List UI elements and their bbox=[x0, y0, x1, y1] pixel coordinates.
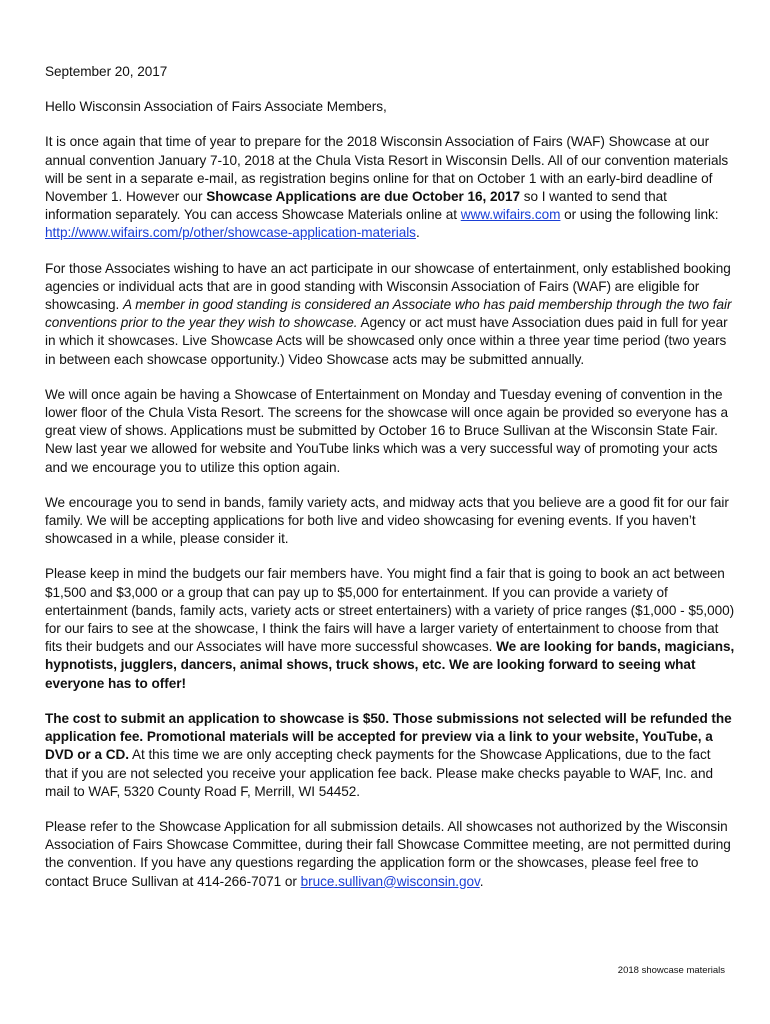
paragraph-eligibility-text-a: For those Associates wishing to have an act participate in our showcase of entertainment, only established booking agencies or individual acts that are in good standing with Wisconsin Association of Fairs (WAF) are eligible for showcasing. bbox=[45, 260, 731, 313]
paragraph-encouragement bbox=[45, 494, 735, 549]
contact-email-link[interactable]: bruce.sullivan@wisconsin.gov bbox=[300, 873, 480, 889]
paragraph-intro-text-c: or using the following link: bbox=[560, 207, 719, 223]
paragraph-showcase-schedule-text: We will once again be having a Showcase of Entertainment on Monday and Tuesday evening of convention in the lower floor of the Chula Vista Resort. The screens for the showcase will once again be provided so everyone has a great view of shows. Applications must be submitted by October 16 to Bruce Sullivan at the Wisconsin State Fair. New last year we allowed for website and YouTube links which was a very successful way of promoting your acts and we encourage you to utilize this option again. bbox=[45, 386, 728, 475]
acts-wanted-notice: We are looking for bands, magicians, hypnotists, jugglers, dancers, animal shows, truck shows, etc. We are looking forward to seeing what everyone has to offer! bbox=[45, 639, 735, 691]
letter-greeting: Hello Wisconsin Association of Fairs Associate Members, bbox=[45, 99, 387, 115]
good-standing-definition: A member in good standing is considered an Associate who has paid membership through the two fair conventions prior to the year they wish to showcase. bbox=[45, 297, 732, 331]
paragraph-budgets bbox=[45, 565, 735, 692]
paragraph-eligibility-text-b: Agency or act must have Association dues paid in full for year in which it showcases. Live Showcase Acts will be showcased only once within a three year time period (two years in between each showcase opportunity.) Video Showcase acts may be submitted annually. bbox=[45, 315, 728, 367]
paragraph-intro-text-a: It is once again that time of year to prepare for the 2018 Wisconsin Association of Fairs (WAF) Showcase at our annual convention January 7-10, 2018 at the Chula Vista Resort in Wisconsin Dells. All of our convention materials will be sent in a separate e-mail, as registration begins online for that on October 1 with an early-bird deadline of November 1. However our bbox=[45, 134, 729, 205]
paragraph-budgets-text: Please keep in mind the budgets our fair members have. You might find a fair that is going to book an act between $1,500 and $3,000 or a group that can pay up to $5,000 for entertainment. If you can provide a variety of entertainment (bands, family acts, variety acts or street entertainers) with a variety of price ranges ($1,000 - $5,000) for our fairs to see at the showcase, I think the fairs will have a larger variety of entertainment to choose from that fits their budgets and our Associates will have more successful showcases. bbox=[45, 566, 735, 655]
paragraph-contact bbox=[45, 818, 735, 891]
paragraph-intro-text-d: . bbox=[415, 225, 420, 241]
application-cost-notice: The cost to submit an application to showcase is $50. Those submissions not selected will be refunded the application fee. Promotional materials will be accepted for preview via a link to your website, YouTube, a DVD or a CD. bbox=[45, 710, 732, 763]
paragraph-cost bbox=[45, 710, 735, 801]
applications-due-notice: Showcase Applications are due October 16, 2017 bbox=[206, 189, 520, 205]
paragraph-eligibility bbox=[45, 260, 735, 369]
letter-date: September 20, 2017 bbox=[45, 64, 168, 79]
page-footer-label: 2018 showcase materials bbox=[617, 965, 725, 976]
showcase-materials-link[interactable]: http://www.wifairs.com/p/other/showcase-application-materials bbox=[45, 225, 416, 241]
wifairs-website-link[interactable]: www.wifairs.com bbox=[460, 207, 561, 223]
paragraph-encouragement-text: We encourage you to send in bands, family variety acts, and midway acts that you believe are a good fit for our fair family. We will be accepting applications for both live and video showcasing for evening events. If you haven’t showcased in a while, please consider it. bbox=[45, 494, 729, 547]
paragraph-showcase-schedule bbox=[45, 386, 735, 477]
paragraph-intro-text-b: so I wanted to send that information separately. You can access Showcase Materials online at bbox=[45, 189, 667, 223]
letter-body bbox=[45, 63, 735, 908]
paragraph-contact-text-a: Please refer to the Showcase Application for all submission details. All showcases not authorized by the Wisconsin Association of Fairs Showcase Committee, during their fall Showcase Committee meeting, are not permitted during the convention. If you have any questions regarding the application form or the showcases, please feel free to contact Bruce Sullivan at 414-266-7071 or bbox=[45, 818, 731, 889]
paragraph-contact-text-b: . bbox=[479, 873, 484, 889]
paragraph-intro bbox=[45, 133, 735, 242]
paragraph-cost-text: At this time we are only accepting check payments for the Showcase Applications, due to the fact that if you are not selected you receive your application fee back. Please make checks payable to WAF, Inc. and mail to WAF, 5320 County Road F, Merrill, WI 54452. bbox=[45, 747, 713, 799]
